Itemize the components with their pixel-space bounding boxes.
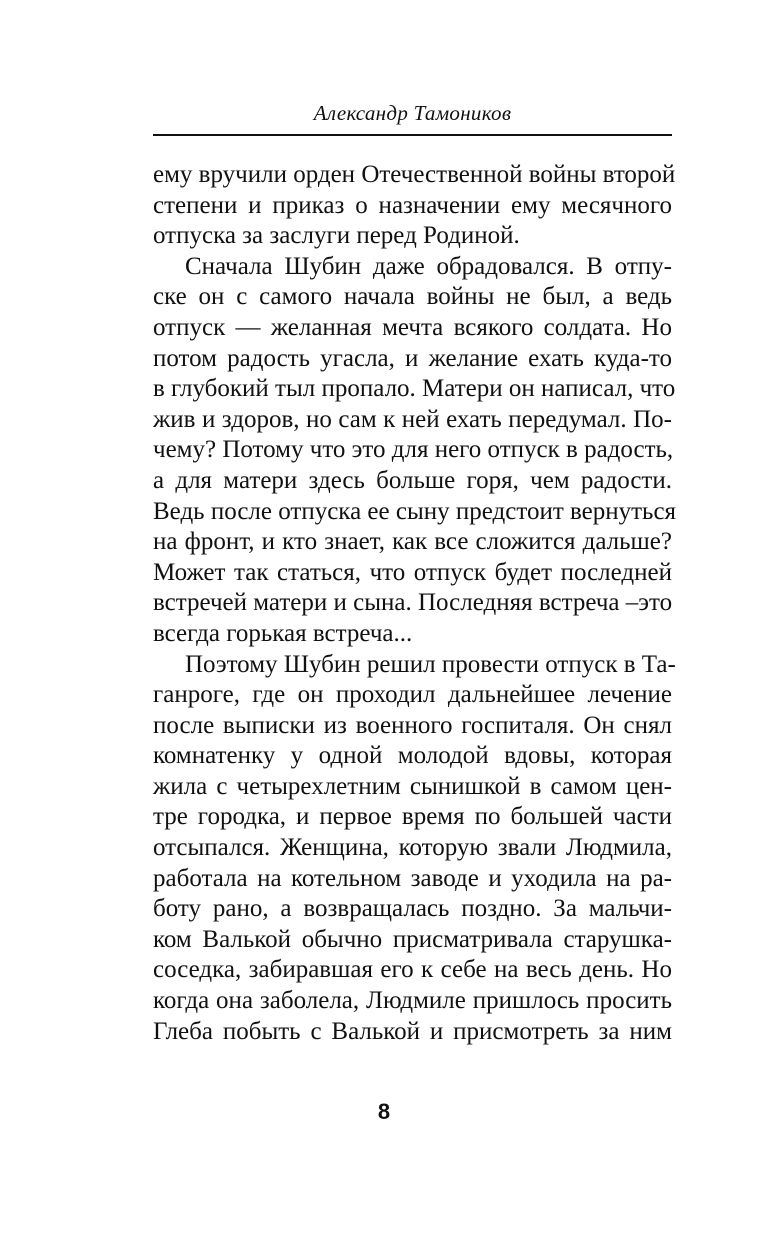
text-line: Глеба побыть с Валькой и присмотреть за ним [153, 1017, 672, 1045]
text-line: встречей матери и сына. Последняя встреча –это [153, 589, 673, 617]
text-line: степени и приказ о назначении ему месячного [153, 191, 672, 219]
text-line: ком Валькой обычно присматривала старушка- [153, 925, 672, 953]
text-line: Может так статься, что отпуск будет последней [153, 558, 672, 586]
text-line: комнатенку у одной молодой вдовы, которая [153, 742, 672, 770]
body-text [153, 160, 677, 1047]
text-line: ске он с самого начала войны не был, а ведь [153, 283, 672, 311]
text-line: чему? Потому что это для него отпуск в радость, [153, 436, 674, 464]
text-line: тре городка, и первое время по большей части [153, 803, 672, 831]
text-line: на фронт, и кто знает, как все сложится дальше? [153, 528, 672, 556]
text-line: в глубокий тыл пропало. Матери он написал, что [153, 375, 676, 403]
text-line: Сначала Шубин даже обрадовался. В отпу- [185, 252, 672, 280]
text-line: Поэтому Шубин решил провести отпуск в Та- [185, 650, 676, 678]
text-line: потом радость угасла, и желание ехать куда-то [153, 344, 672, 372]
page-number: 8 [377, 1099, 391, 1124]
text-line: жив и здоров, но сам к ней ехать передумал. По- [153, 405, 672, 433]
text-line: работала на котельном заводе и уходила на ра- [153, 864, 672, 892]
text-line: жила с четырехлетним сынишкой в самом цен- [153, 772, 672, 800]
text-line: Ведь после отпуска ее сыну предстоит вернуться [153, 497, 677, 525]
text-line: после выписки из военного госпиталя. Он снял [153, 711, 672, 739]
running-header: Александр Тамоников [313, 101, 512, 125]
text-line: соседка, забиравшая его к себе на весь день. Но [153, 956, 672, 984]
text-line: отпуска за заслуги перед Родиной. [153, 222, 520, 250]
text-line: ганроге, где он проходил дальнейшее лечение [153, 681, 672, 709]
text-line: всегда горькая встреча... [153, 619, 413, 647]
text-line: боту рано, а возвращалась поздно. За мальчи- [153, 895, 672, 923]
text-line: ему вручили орден Отечественной войны второй [153, 161, 676, 188]
text-line: отпуск — желанная мечта всякого солдата. Но [153, 313, 672, 341]
text-line: отсыпался. Женщина, которую звали Людмила, [153, 834, 672, 862]
header-rule [153, 134, 672, 136]
text-line: когда она заболела, Людмиле пришлось просить [153, 987, 672, 1015]
text-line: а для матери здесь больше горя, чем радости. [153, 466, 672, 494]
